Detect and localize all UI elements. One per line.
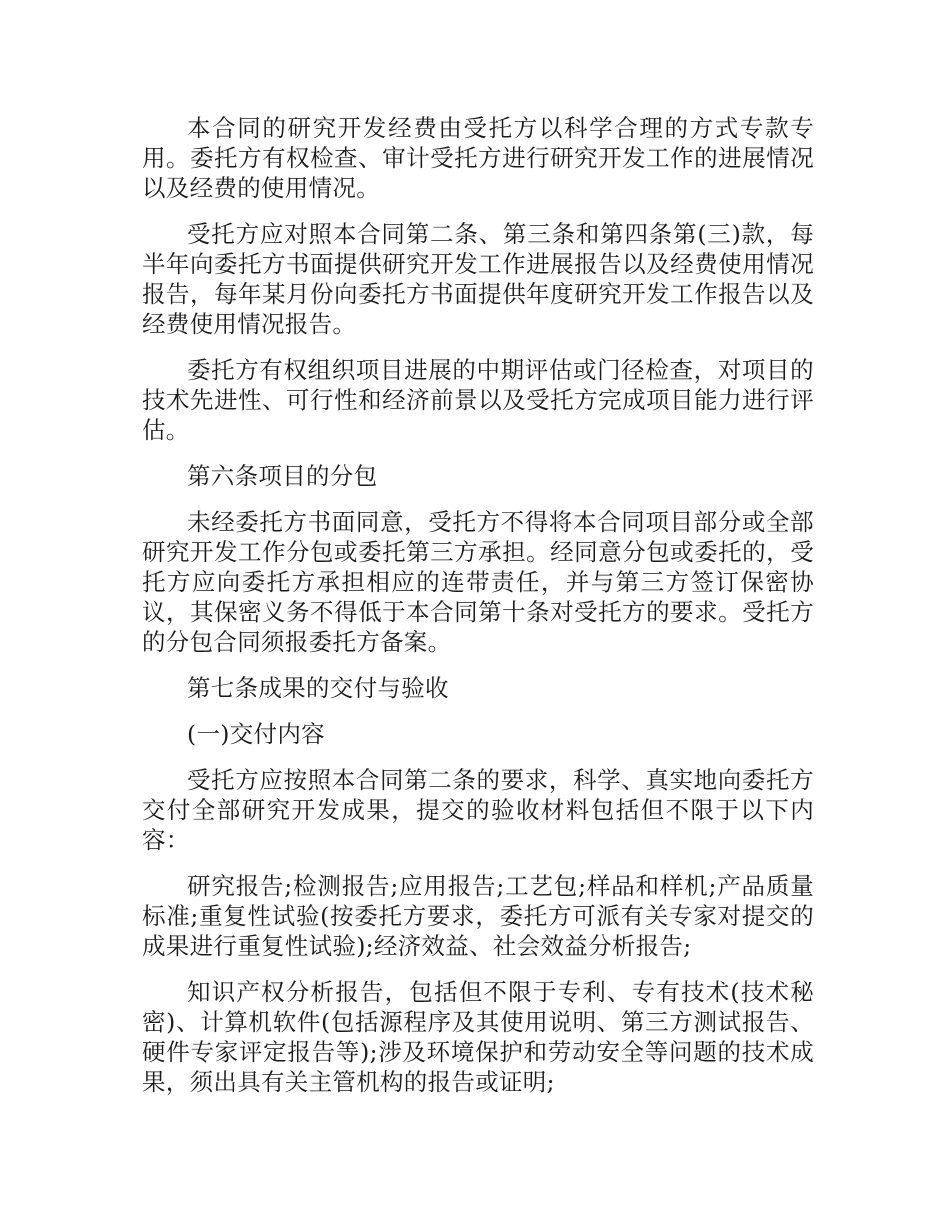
document-body [142, 113, 814, 1113]
section-heading-article-7: 第七条成果的交付与验收 [187, 674, 449, 702]
paragraph-delivery-requirements: 受托方应按照本合同第二条的要求，科学、真实地向委托方交付全部研究开发成果，提交的验收材料包括但不限于以下内容： [142, 766, 814, 854]
section-heading-article-6: 第六条项目的分包 [187, 462, 378, 490]
paragraph-report-list: 研究报告;检测报告;应用报告;工艺包;样品和样机;产品质量标准;重复性试验(按委托方要求，委托方可派有关专家对提交的成果进行重复性试验);经济效益、社会效益分析报告; [142, 872, 814, 960]
paragraph-funding-use: 本合同的研究开发经费由受托方以科学合理的方式专款专用。委托方有权检查、审计受托方进行研究开发工作的进展情况以及经费的使用情况。 [142, 114, 814, 202]
subsection-heading-delivery-content: (一)交付内容 [187, 720, 325, 748]
paragraph-midterm-evaluation: 委托方有权组织项目进展的中期评估或门径检查，对项目的技术先进性、可行性和经济前景以及受托方完成项目能力进行评估。 [142, 356, 814, 444]
paragraph-subcontracting: 未经委托方书面同意，受托方不得将本合同项目部分或全部研究开发工作分包或委托第三方承担。经同意分包或委托的，受托方应向委托方承担相应的连带责任，并与第三方签订保密协议，其保密义务不得低于本合同第十条对受托方的要求。受托方的分包合同须报委托方备案。 [142, 508, 814, 656]
paragraph-ip-analysis: 知识产权分析报告，包括但不限于专利、专有技术(技术秘密)、计算机软件(包括源程序及其使用说明、第三方测试报告、硬件专家评定报告等);涉及环境保护和劳动安全等问题的技术成果，须出具有关主管机构的报告或证明; [142, 978, 814, 1096]
paragraph-progress-reports: 受托方应对照本合同第二条、第三条和第四条第(三)款，每半年向委托方书面提供研究开发工作进展报告以及经费使用情况报告，每年某月份向委托方书面提供年度研究开发工作报告以及经费使用情况报告。 [142, 220, 814, 338]
